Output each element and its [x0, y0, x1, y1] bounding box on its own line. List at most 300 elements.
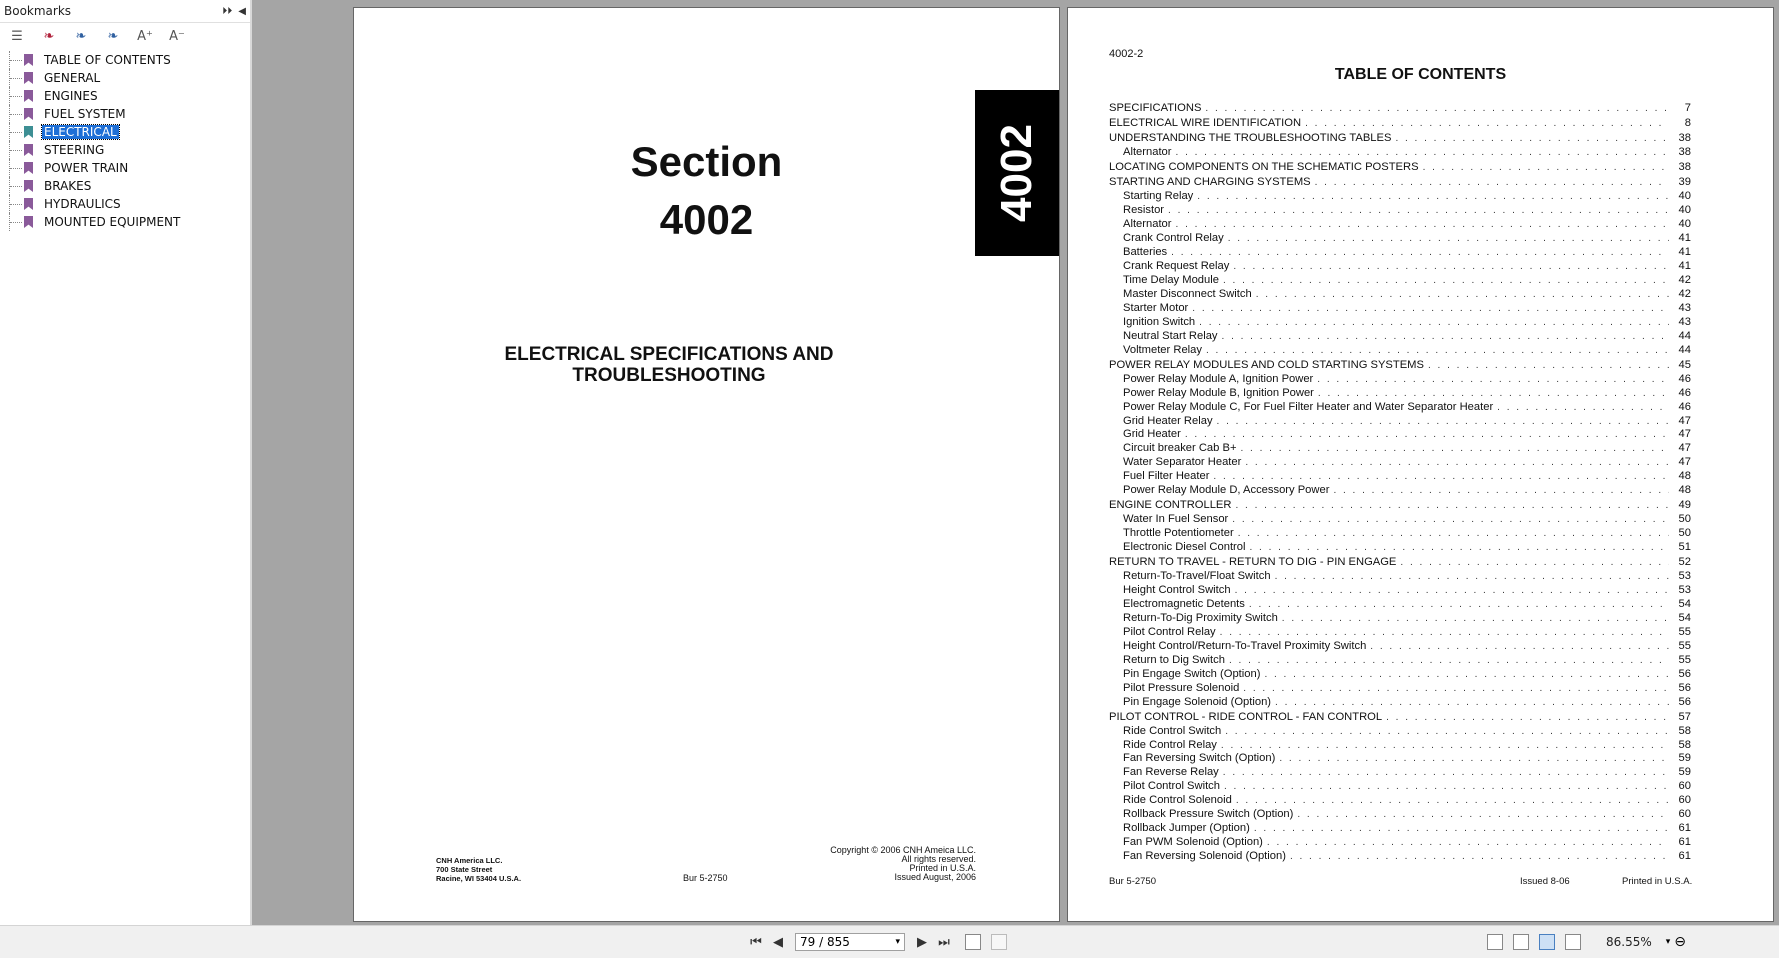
toc-leader-dots [1229, 655, 1669, 666]
toc-entry-page: 61 [1678, 822, 1691, 835]
toc-entry-page: 42 [1678, 287, 1691, 300]
font-increase-icon[interactable]: A⁺ [137, 28, 153, 44]
toc-entry[interactable] [1109, 834, 1691, 848]
toc-entry-title: Rollback Pressure Switch (Option) [1123, 808, 1294, 821]
bookmark-item[interactable] [0, 105, 250, 123]
toc-entry-page: 47 [1678, 442, 1691, 455]
toc-leader-dots [1213, 471, 1669, 482]
toc-leader-dots [1224, 781, 1669, 792]
toc-entry-page: 44 [1678, 343, 1691, 356]
toc-entry-page: 53 [1678, 570, 1691, 583]
toc-list [1109, 99, 1691, 862]
toc-entry-page: 49 [1678, 499, 1691, 512]
toc-leader-dots [1240, 443, 1669, 454]
page-dropdown-icon[interactable]: ▾ [895, 937, 900, 947]
page-right [1067, 7, 1774, 922]
collapse-panel-icon[interactable]: ◀ [238, 5, 246, 17]
toc-entry-page: 48 [1678, 470, 1691, 483]
toc-entry-page: 52 [1678, 556, 1691, 569]
copyright-line4: Issued August, 2006 [894, 872, 976, 882]
page-left [353, 7, 1060, 922]
copyright-line3: Printed in U.S.A. [909, 863, 976, 873]
toc-entry-title: ELECTRICAL WIRE IDENTIFICATION [1109, 117, 1302, 130]
toc-leader-dots [1223, 767, 1669, 778]
toc-entry[interactable] [1109, 525, 1691, 539]
tree-branch [10, 114, 22, 115]
toc-leader-dots [1217, 416, 1669, 427]
toc-entry-title: Alternator [1123, 218, 1172, 231]
toc-leader-dots [1235, 500, 1669, 511]
bur-number: Bur 5-2750 [683, 873, 728, 883]
toc-entry-title: Power Relay Module C, For Fuel Filter Heater and Water Separator Heater [1123, 400, 1494, 413]
toc-entry-title: Grid Heater Relay [1123, 414, 1213, 427]
toc-entry-page: 44 [1678, 329, 1691, 342]
bookmark-icon [24, 72, 33, 84]
toc-entry[interactable] [1109, 216, 1691, 230]
toc-leader-dots [1176, 147, 1669, 158]
toc-entry-title: Ride Control Relay [1123, 738, 1217, 751]
toc-entry-title: UNDERSTANDING THE TROUBLESHOOTING TABLES [1109, 132, 1392, 145]
toc-entry-title: Water In Fuel Sensor [1123, 513, 1229, 526]
footer-printed: Printed in U.S.A. [1622, 876, 1693, 887]
toc-leader-dots [1171, 247, 1669, 258]
tree-branch [10, 222, 22, 223]
toc-entry-page: 55 [1678, 639, 1691, 652]
toc-leader-dots [1275, 697, 1669, 708]
bookmark-label: HYDRAULICS [44, 197, 121, 211]
tree-branch [10, 150, 22, 151]
toc-leader-dots [1245, 457, 1669, 468]
toc-entry[interactable] [1109, 568, 1691, 582]
toc-entry-title: Return to Dig Switch [1123, 653, 1225, 666]
toc-entry-title: Crank Control Relay [1123, 232, 1224, 245]
section-label: Section [630, 138, 783, 185]
toc-leader-dots [1423, 162, 1669, 173]
paste-page-icon[interactable] [991, 934, 1007, 950]
toc-entry-title: Resistor [1123, 204, 1165, 217]
toc-leader-dots [1249, 599, 1669, 610]
toc-entry-page: 55 [1678, 653, 1691, 666]
bookmark-label: MOUNTED EQUIPMENT [44, 215, 181, 229]
toc-entry[interactable] [1109, 638, 1691, 652]
toc-entry[interactable] [1109, 454, 1691, 468]
toc-entry[interactable] [1109, 440, 1691, 454]
toc-entry[interactable] [1109, 539, 1691, 553]
toc-entry-title: Master Disconnect Switch [1123, 287, 1252, 300]
toc-leader-dots [1238, 528, 1669, 539]
toc-entry-title: Power Relay Module D, Accessory Power [1123, 484, 1330, 497]
bookmark-item[interactable] [0, 141, 250, 159]
bookmark-icon [24, 90, 33, 102]
toc-entry-page: 40 [1678, 190, 1691, 203]
toc-leader-dots [1290, 851, 1669, 862]
toc-entry-page: 55 [1678, 625, 1691, 638]
toc-entry[interactable] [1109, 610, 1691, 624]
toc-entry-page: 47 [1678, 414, 1691, 427]
bookmark-item[interactable] [0, 213, 250, 231]
toc-entry[interactable] [1109, 708, 1691, 723]
bookmark-item[interactable] [0, 123, 250, 141]
toc-entry-title: Return-To-Travel/Float Switch [1123, 570, 1271, 583]
toc-leader-dots [1228, 233, 1669, 244]
toc-leader-dots [1192, 303, 1669, 314]
toc-leader-dots [1264, 669, 1669, 680]
toc-entry-page: 57 [1678, 710, 1691, 723]
toc-title: TABLE OF CONTENTS [1334, 66, 1507, 83]
toc-leader-dots [1297, 809, 1669, 820]
bookmark-expand-icon[interactable]: ❧ [75, 28, 87, 44]
toc-entry-title: SPECIFICATIONS [1109, 102, 1202, 115]
document-viewer[interactable] [252, 0, 1779, 925]
toc-entry[interactable] [1109, 371, 1691, 385]
toc-leader-dots [1305, 118, 1669, 129]
two-page-view-icon[interactable] [1539, 934, 1555, 950]
toc-entry-title: LOCATING COMPONENTS ON THE SCHEMATIC POSTERS [1109, 161, 1419, 174]
toc-entry-title: Alternator [1123, 146, 1172, 159]
first-page-icon[interactable]: ⏮ [750, 934, 762, 950]
toc-entry-title: Crank Request Relay [1123, 260, 1230, 273]
toc-entry-title: Fan Reversing Solenoid (Option) [1123, 850, 1286, 863]
toc-entry[interactable] [1109, 778, 1691, 792]
toc-entry-page: 42 [1678, 273, 1691, 286]
tree-branch [10, 204, 22, 205]
toc-entry-page: 39 [1678, 176, 1691, 189]
bookmark-icon [24, 198, 33, 210]
toc-entry-page: 46 [1678, 386, 1691, 399]
toc-entry-title: Power Relay Module A, Ignition Power [1123, 372, 1314, 385]
address-line1: CNH America LLC. [436, 856, 503, 865]
toc-entry-title: Fan Reversing Switch (Option) [1123, 752, 1276, 765]
tree-branch [10, 186, 22, 187]
toc-entry[interactable] [1109, 129, 1691, 144]
toc-entry-page: 54 [1678, 611, 1691, 624]
toc-entry-title: Neutral Start Relay [1123, 329, 1218, 342]
toc-entry-page: 43 [1678, 315, 1691, 328]
toc-leader-dots [1199, 317, 1669, 328]
toc-entry-title: Return-To-Dig Proximity Switch [1123, 611, 1278, 624]
toc-leader-dots [1235, 585, 1669, 596]
bookmark-label: BRAKES [44, 179, 92, 193]
toc-leader-dots [1222, 331, 1669, 342]
toc-entry-title: Ignition Switch [1123, 315, 1196, 328]
toc-entry[interactable] [1109, 582, 1691, 596]
toc-entry[interactable] [1109, 356, 1691, 371]
section-number: 4002 [659, 196, 754, 243]
bookmark-list [0, 51, 250, 231]
toc-entry-page: 46 [1678, 400, 1691, 413]
toc-entry[interactable] [1109, 99, 1691, 114]
toc-entry-title: PILOT CONTROL - RIDE CONTROL - FAN CONTROL [1109, 710, 1383, 723]
section-title-line1: ELECTRICAL SPECIFICATIONS AND [504, 344, 834, 365]
toc-leader-dots [1267, 837, 1669, 848]
toc-entry-page: 54 [1678, 598, 1691, 610]
toc-entry-page: 38 [1678, 161, 1691, 174]
toc-leader-dots [1400, 557, 1669, 568]
bookmark-label: GENERAL [44, 71, 101, 85]
toc-entry-page: 61 [1678, 836, 1691, 849]
toc-leader-dots [1254, 823, 1669, 834]
toc-entry-title: Pilot Control Switch [1123, 780, 1220, 793]
toc-entry[interactable] [1109, 792, 1691, 806]
toc-entry[interactable] [1109, 413, 1691, 427]
toc-leader-dots [1225, 726, 1669, 737]
copyright-block [830, 846, 976, 882]
toc-leader-dots [1250, 542, 1670, 553]
toc-entry-title: Electromagnetic Detents [1123, 598, 1245, 610]
toc-leader-dots [1282, 613, 1669, 624]
bookmark-icon [24, 126, 33, 138]
toc-leader-dots [1318, 388, 1669, 399]
toc-entry[interactable] [1109, 806, 1691, 820]
toc-entry[interactable] [1109, 300, 1691, 314]
toc-entry[interactable] [1109, 188, 1691, 202]
page-number-value: 79 / 855 [800, 935, 850, 949]
toc-entry-title: Power Relay Module B, Ignition Power [1123, 386, 1314, 399]
toc-entry-page: 50 [1678, 527, 1691, 540]
toc-entry[interactable] [1109, 652, 1691, 666]
bookmark-label: TABLE OF CONTENTS [44, 53, 171, 67]
bookmark-label: STEERING [44, 143, 105, 157]
toc-entry[interactable] [1109, 114, 1691, 129]
continuous-view-icon[interactable] [1513, 934, 1529, 950]
toc-entry-title: Circuit breaker Cab B+ [1123, 442, 1237, 455]
toc-entry[interactable] [1109, 482, 1691, 496]
toc-entry[interactable] [1109, 624, 1691, 638]
toc-leader-dots [1386, 712, 1669, 723]
bookmark-icon [24, 216, 33, 228]
bookmark-label: FUEL SYSTEM [44, 107, 126, 121]
toc-entry-title: ENGINE CONTROLLER [1109, 499, 1232, 512]
zoom-level[interactable]: 86.55% [1606, 935, 1652, 949]
bookmark-item[interactable] [0, 51, 250, 69]
toc-leader-dots [1275, 571, 1669, 582]
toc-entry-title: Fan PWM Solenoid (Option) [1123, 836, 1263, 849]
toc-entry[interactable] [1109, 496, 1691, 511]
section-title [504, 344, 834, 386]
toc-leader-dots [1256, 289, 1669, 300]
bookmark-label: ENGINES [44, 89, 98, 103]
toc-entry[interactable] [1109, 848, 1691, 862]
toc-entry-title: Height Control/Return-To-Travel Proximity Switch [1123, 639, 1367, 652]
prev-page-icon[interactable]: ◀ [773, 934, 783, 950]
bookmark-item[interactable] [0, 87, 250, 105]
bookmarks-header [0, 0, 250, 23]
toc-entry-page: 60 [1678, 794, 1691, 807]
tree-branch [10, 60, 22, 61]
toc-leader-dots [1317, 374, 1669, 385]
toc-entry[interactable] [1109, 553, 1691, 568]
page-number-input[interactable] [795, 933, 905, 951]
bookmark-icon [24, 180, 33, 192]
footer-issued: Issued 8-06 [1520, 876, 1570, 887]
toc-entry[interactable] [1109, 144, 1691, 158]
toc-leader-dots [1243, 683, 1669, 694]
toc-entry-page: 58 [1678, 738, 1691, 751]
toc-entry-title: Pin Engage Switch (Option) [1123, 667, 1261, 680]
toc-entry-title: Voltmeter Relay [1123, 343, 1202, 356]
toc-entry-page: 60 [1678, 808, 1691, 821]
bookmark-item[interactable] [0, 159, 250, 177]
toc-leader-dots [1176, 219, 1669, 230]
tree-branch [10, 168, 22, 169]
toc-leader-dots [1206, 345, 1669, 356]
toc-leader-dots [1395, 133, 1669, 144]
two-page-continuous-icon[interactable] [1565, 934, 1581, 950]
toc-entry-page: 61 [1678, 850, 1691, 863]
toc-entry[interactable] [1109, 723, 1691, 737]
toc-entry-page: 51 [1678, 541, 1691, 554]
toc-leader-dots [1223, 275, 1669, 286]
toc-entry[interactable] [1109, 468, 1691, 482]
footer-bur: Bur 5-2750 [1109, 876, 1157, 887]
toc-leader-dots [1315, 177, 1669, 188]
last-page-icon[interactable]: ⏭ [938, 934, 950, 950]
toc-entry-title: Time Delay Module [1123, 273, 1219, 286]
toc-leader-dots [1428, 360, 1669, 371]
toc-entry[interactable] [1109, 244, 1691, 258]
bookmark-item[interactable] [0, 177, 250, 195]
toc-entry[interactable] [1109, 286, 1691, 300]
toc-entry[interactable] [1109, 820, 1691, 834]
toc-entry[interactable] [1109, 385, 1691, 399]
bookmarks-title: Bookmarks [4, 4, 72, 18]
toc-entry-title: Water Separator Heater [1123, 456, 1242, 469]
toc-leader-dots [1168, 205, 1669, 216]
toc-entry[interactable] [1109, 173, 1691, 188]
bookmark-find-icon[interactable]: ❧ [107, 28, 119, 44]
bookmarks-toolbar [0, 23, 250, 49]
address-line2: 700 State Street [436, 865, 493, 874]
toc-entry-page: 40 [1678, 218, 1691, 231]
toc-leader-dots [1220, 627, 1669, 638]
toc-entry[interactable] [1109, 737, 1691, 751]
bookmark-label: POWER TRAIN [44, 161, 129, 175]
toc-entry[interactable] [1109, 328, 1691, 342]
copyright-line2: All rights reserved. [901, 854, 976, 864]
expand-panel-icon[interactable]: ⏵⏵ [222, 5, 233, 17]
toc-entry-page: 41 [1678, 246, 1691, 259]
toc-leader-dots [1233, 261, 1669, 272]
toc-entry-page: 41 [1678, 260, 1691, 273]
toc-entry[interactable] [1109, 596, 1691, 610]
toc-entry-title: Height Control Switch [1123, 584, 1231, 597]
toc-entry-page: 47 [1678, 428, 1691, 441]
toc-entry[interactable] [1109, 202, 1691, 216]
toc-leader-dots [1236, 795, 1669, 806]
toc-leader-dots [1497, 402, 1669, 413]
toc-leader-dots [1232, 514, 1669, 525]
toc-leader-dots [1205, 103, 1669, 114]
toc-entry-title: Pin Engage Solenoid (Option) [1123, 695, 1272, 708]
toc-entry-title: Throttle Potentiometer [1123, 527, 1234, 540]
toc-entry-page: 56 [1678, 667, 1691, 680]
toc-entry[interactable] [1109, 314, 1691, 328]
font-decrease-icon[interactable]: A⁻ [169, 28, 185, 44]
copyright-line1: Copyright © 2006 CNH Ameica LLC. [830, 845, 976, 855]
toc-entry[interactable] [1109, 764, 1691, 778]
bookmarks-panel [0, 0, 251, 925]
toc-entry-title: Starter Motor [1123, 301, 1189, 314]
toc-entry-title: Pilot Control Relay [1123, 625, 1216, 638]
bookmark-item[interactable] [0, 69, 250, 87]
publisher-address [436, 856, 521, 883]
tree-branch [10, 132, 22, 133]
zoom-out-icon[interactable]: ⊖ [1674, 934, 1687, 950]
toc-entry-title: Grid Heater [1123, 428, 1181, 441]
toc-entry-page: 7 [1684, 102, 1691, 115]
toc-entry-page: 59 [1678, 766, 1691, 779]
tree-branch [10, 78, 22, 79]
toc-entry-title: Ride Control Switch [1123, 724, 1222, 737]
toc-leader-dots [1370, 641, 1669, 652]
toc-entry-page: 48 [1678, 484, 1691, 497]
toc-entry[interactable] [1109, 751, 1691, 765]
toc-entry-title: Fuel Filter Heater [1123, 470, 1210, 483]
section-tab-number: 4002 [992, 124, 1042, 222]
toc-entry-page: 40 [1678, 204, 1691, 217]
toc-entry-page: 41 [1678, 232, 1691, 245]
toc-leader-dots [1185, 429, 1669, 440]
section-title-line2: TROUBLESHOOTING [572, 365, 766, 386]
toc-entry-title: Starting Relay [1123, 190, 1194, 203]
toc-entry-page: 46 [1678, 372, 1691, 385]
tree-branch [10, 96, 22, 97]
toc-entry-page: 43 [1678, 301, 1691, 314]
toc-entry-title: Ride Control Solenoid [1123, 794, 1232, 807]
bookmark-icon [24, 108, 33, 120]
toc-entry[interactable] [1109, 666, 1691, 680]
bookmark-icon [24, 162, 33, 174]
toc-entry[interactable] [1109, 272, 1691, 286]
toc-entry-page: 38 [1678, 146, 1691, 159]
toc-entry-title: POWER RELAY MODULES AND COLD STARTING SYSTEMS [1109, 358, 1424, 371]
toc-entry[interactable] [1109, 511, 1691, 525]
toc-entry-page: 58 [1678, 724, 1691, 737]
toc-entry-page: 56 [1678, 681, 1691, 694]
toc-entry-page: 50 [1678, 513, 1691, 526]
toc-entry[interactable] [1109, 680, 1691, 694]
copy-page-icon[interactable] [965, 934, 981, 950]
toc-entry-page: 53 [1678, 584, 1691, 597]
toc-entry[interactable] [1109, 158, 1691, 173]
toc-entry-page: 56 [1678, 695, 1691, 708]
toc-entry-page: 38 [1678, 132, 1691, 145]
bookmark-icon [24, 54, 33, 66]
address-line3: Racine, WI 53404 U.S.A. [436, 874, 522, 883]
toc-entry-title: Pilot Pressure Solenoid [1123, 681, 1240, 694]
toc-entry-page: 45 [1678, 358, 1691, 371]
toc-entry-page: 59 [1678, 752, 1691, 765]
single-page-view-icon[interactable] [1487, 934, 1503, 950]
zoom-dropdown-icon[interactable]: ▾ [1665, 937, 1671, 947]
toc-entry-page: 47 [1678, 456, 1691, 469]
new-bookmark-icon[interactable]: ❧ [43, 28, 55, 44]
next-page-icon[interactable]: ▶ [917, 934, 927, 950]
toc-entry[interactable] [1109, 399, 1691, 413]
toc-entry[interactable] [1109, 342, 1691, 356]
toc-entry[interactable] [1109, 258, 1691, 272]
toc-entry[interactable] [1109, 230, 1691, 244]
toc-entry-title: STARTING AND CHARGING SYSTEMS [1109, 176, 1311, 189]
toc-entry-page: 8 [1684, 117, 1691, 130]
toc-entry-title: Batteries [1123, 246, 1168, 259]
toc-leader-dots [1221, 740, 1669, 751]
options-icon[interactable]: ☰ [11, 28, 23, 44]
toc-entry-page: 60 [1678, 780, 1691, 793]
bookmark-item[interactable] [0, 195, 250, 213]
toc-entry[interactable] [1109, 427, 1691, 441]
toc-entry[interactable] [1109, 694, 1691, 708]
